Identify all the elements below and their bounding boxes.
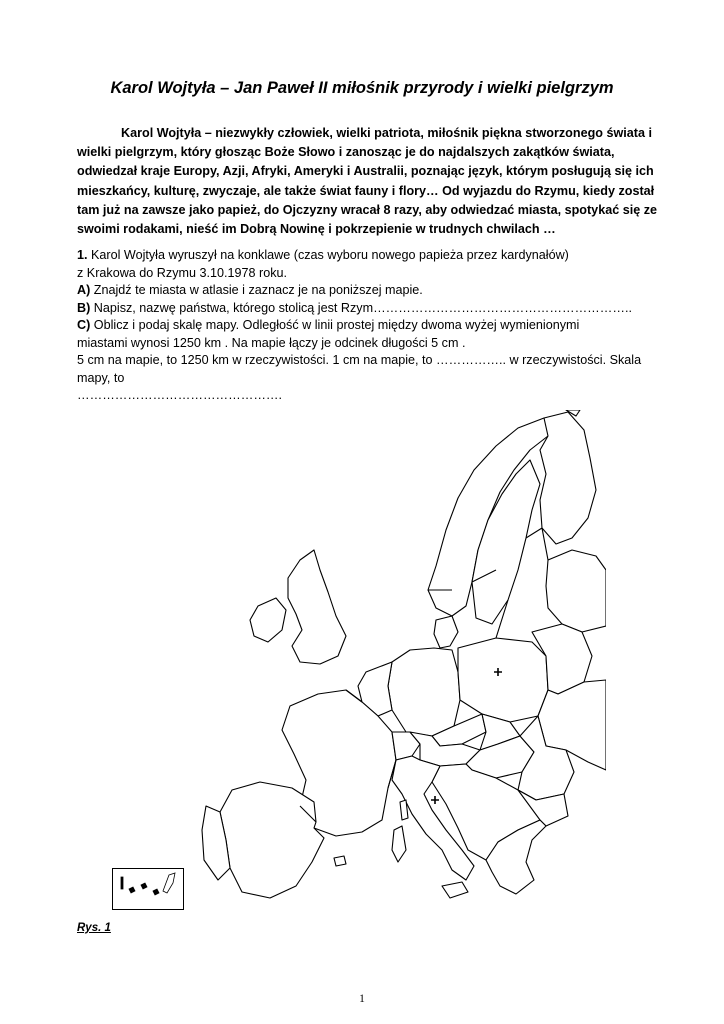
page-title: Karol Wojtyła – Jan Paweł II miłośnik przyrody i wielki pielgrzym [110, 79, 614, 97]
task-a [77, 282, 667, 300]
task-1-intro [77, 247, 667, 265]
germany-shape [388, 648, 460, 736]
task-1 [77, 247, 667, 405]
ireland-shape [250, 598, 286, 642]
task-b-text: Napisz, nazwę państwa, którego stolicą jest Rzym…………………………………………………….. [90, 300, 632, 315]
poland-shape [458, 638, 548, 722]
intro-paragraph [77, 124, 667, 239]
task-c-text-2: miastami wynosi 1250 km . Na mapie łączy je odcinek długości 5 cm . [77, 335, 466, 350]
finland-shape [540, 412, 596, 544]
task-b [77, 300, 667, 318]
task-c-label: C) [77, 318, 91, 332]
figure-caption: Rys. 1 [77, 922, 111, 934]
balearic-islands-shape [334, 856, 346, 866]
sardinia-shape [392, 826, 406, 862]
canary-islands-inset [112, 868, 184, 910]
task-number: 1. [77, 248, 88, 262]
corsica-shape [400, 800, 408, 820]
rome-marker-icon [431, 796, 439, 804]
task-a-label: A) [77, 283, 91, 297]
great-britain-shape [288, 550, 346, 664]
task-c-answer-blank: …………………………………………. [77, 388, 282, 402]
denmark-shape [434, 616, 458, 648]
baltic-states-shape [546, 550, 606, 632]
task-line-2: z Krakowa do Rzymu 3.10.1978 roku. [77, 265, 288, 280]
sicily-shape [442, 882, 468, 898]
task-a-text: Znajdź te miasta w atlasie i zaznacz je na poniższej mapie. [90, 283, 423, 297]
task-c-text-3: 5 cm na mapie, to 1250 km w rzeczywistości. 1 cm na mapie, to …………….. w rzeczywistości. Skala mapy, to [77, 353, 642, 385]
canary-islands-icon [113, 869, 183, 909]
task-c [77, 317, 667, 335]
europe-outline-map [196, 410, 606, 910]
task-b-label: B) [77, 300, 91, 315]
intro-text: Karol Wojtyła – niezwykły człowiek, wielki patriota, miłośnik piękna stworzonego świata i wielki pielgrzym, który głosząc Boże Słowo i zanosząc je do najdalszych zakątków świata, odwiedzał kraje Europy, Azji, Afryki, Ameryki i Australii, poznając język, którym posługują się ich mieszkańcy, kulturę, zwyczaje, ale także świat fauny i flory… Od wyjazdu do Rzymu, kiedy został tam już na zawsze jako papież, do Ojczyzny wracał 8 razy, aby odwiedzać miasta, spotykać się ze swoimi rodakami, nieść im Dobrą Nowinę i pokrzepienie w trudnych chwilach … [77, 126, 658, 237]
task-line-1: Karol Wojtyła wyruszył na konklawe (czas wyboru nowego papieża przez kardynałów) [87, 248, 569, 262]
spain-shape [220, 782, 324, 898]
page-number: 1 [359, 993, 365, 1005]
task-c-text-1: Oblicz i podaj skalę mapy. Odległość w linii prostej między dwoma wyżej wymienionymi [90, 318, 580, 332]
